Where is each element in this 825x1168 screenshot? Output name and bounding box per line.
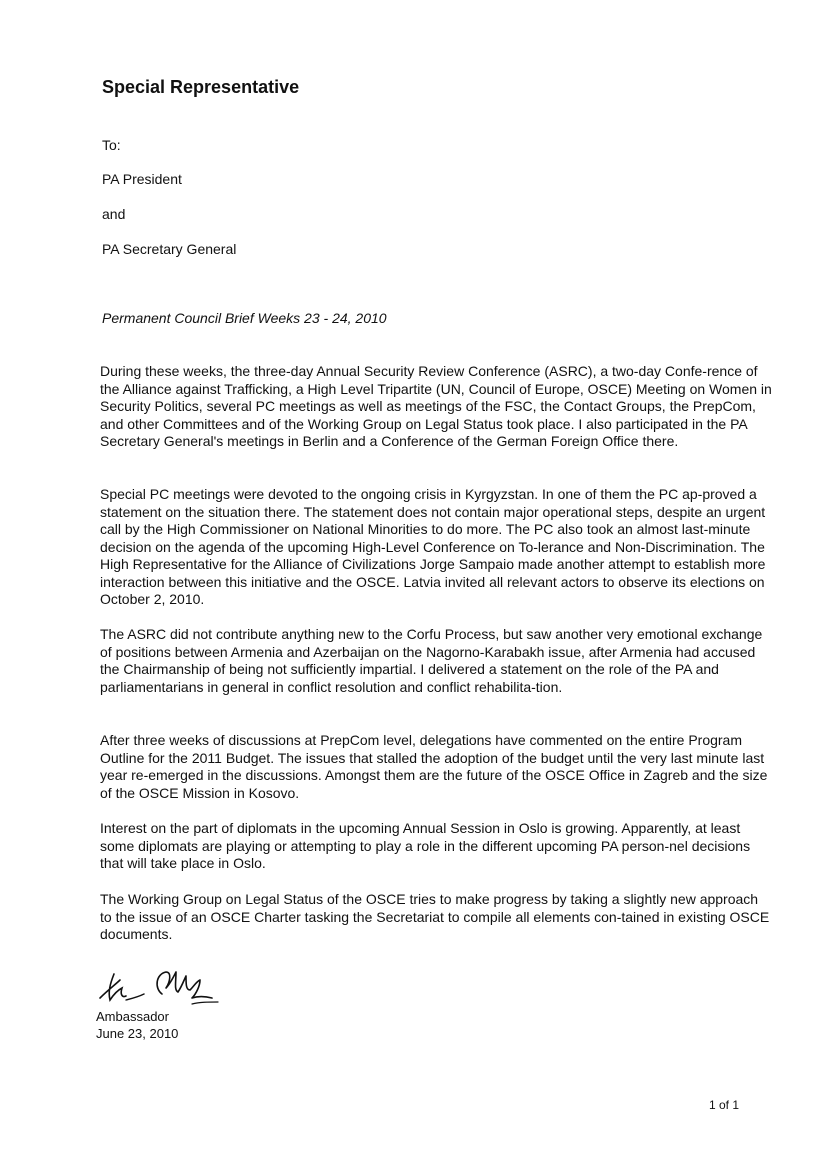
signatory-title: Ambassador <box>96 1009 169 1024</box>
addressee-to-label: To: <box>102 137 121 153</box>
paragraph-2: Special PC meetings were devoted to the ongoing crisis in Kyrgyzstan. In one of them the PC ap-proved a statement on the situation there. The statement does not contain major operational steps, despite an urgent call by the High Commissioner on National Minorities to do more. The PC also took an almost last-minute decision on the agenda of the upcoming High-Level Conference on To-lerance and Non-Discrimination. The High Representative for the Alliance of Civilizations Jorge Sampaio made another attempt to establish more interaction between this initiative and the OSCE. Latvia invited all relevant actors to observe its elections on October 2, 2010. <box>100 486 766 607</box>
handwritten-signature <box>96 968 226 1008</box>
brief-title: Permanent Council Brief Weeks 23 - 24, 2010 <box>102 310 387 326</box>
addressee-secretary-general: PA Secretary General <box>102 241 237 257</box>
addressee-president: PA President <box>102 171 182 187</box>
page-indicator: 1 of 1 <box>709 1098 740 1112</box>
paragraph-1: During these weeks, the three-day Annual Security Review Conference (ASRC), a two-day Confe-rence of the Alliance against Trafficking, a High Level Tripartite (UN, Council of Europe, OSCE) Meeting on Women in Security Politics, several PC meetings as well as meetings of the FSC, the Contact Groups, the PrepCom, and other Committees and of the Working Group on Legal Status took place. I also participated in the PA Secretary General's meetings in Berlin and a Conference of the German Foreign Office there. <box>100 363 772 449</box>
signature-date: June 23, 2010 <box>96 1026 179 1041</box>
paragraph-5: Interest on the part of diplomats in the upcoming Annual Session in Oslo is growing. Apparently, at least some diplomats are playing or attempting to play a role in the different upcoming PA person-nel decisions that will take place in Oslo. <box>100 820 751 871</box>
page-title: Special Representative <box>102 77 300 97</box>
paragraph-3: The ASRC did not contribute anything new to the Corfu Process, but saw another very emotional exchange of positions between Armenia and Azerbaijan on the Nagorno-Karabakh issue, after Armenia had accused the Chairmanship of being not sufficiently impartial. I delivered a statement on the role of the PA and parliamentarians in general in conflict resolution and conflict rehabilita-tion. <box>100 626 763 695</box>
paragraph-4: After three weeks of discussions at PrepCom level, delegations have commented on the entire Program Outline for the 2011 Budget. The issues that stalled the adoption of the budget until the very last minute last year re-emerged in the discussions. Amongst them are the future of the OSCE Office in Zagreb and the size of the OSCE Mission in Kosovo. <box>100 732 768 801</box>
addressee-and: and <box>102 206 126 222</box>
paragraph-6: The Working Group on Legal Status of the OSCE tries to make progress by taking a slightly new approach to the issue of an OSCE Charter tasking the Secretariat to compile all elements con-tained in existing OSCE documents. <box>100 891 770 942</box>
